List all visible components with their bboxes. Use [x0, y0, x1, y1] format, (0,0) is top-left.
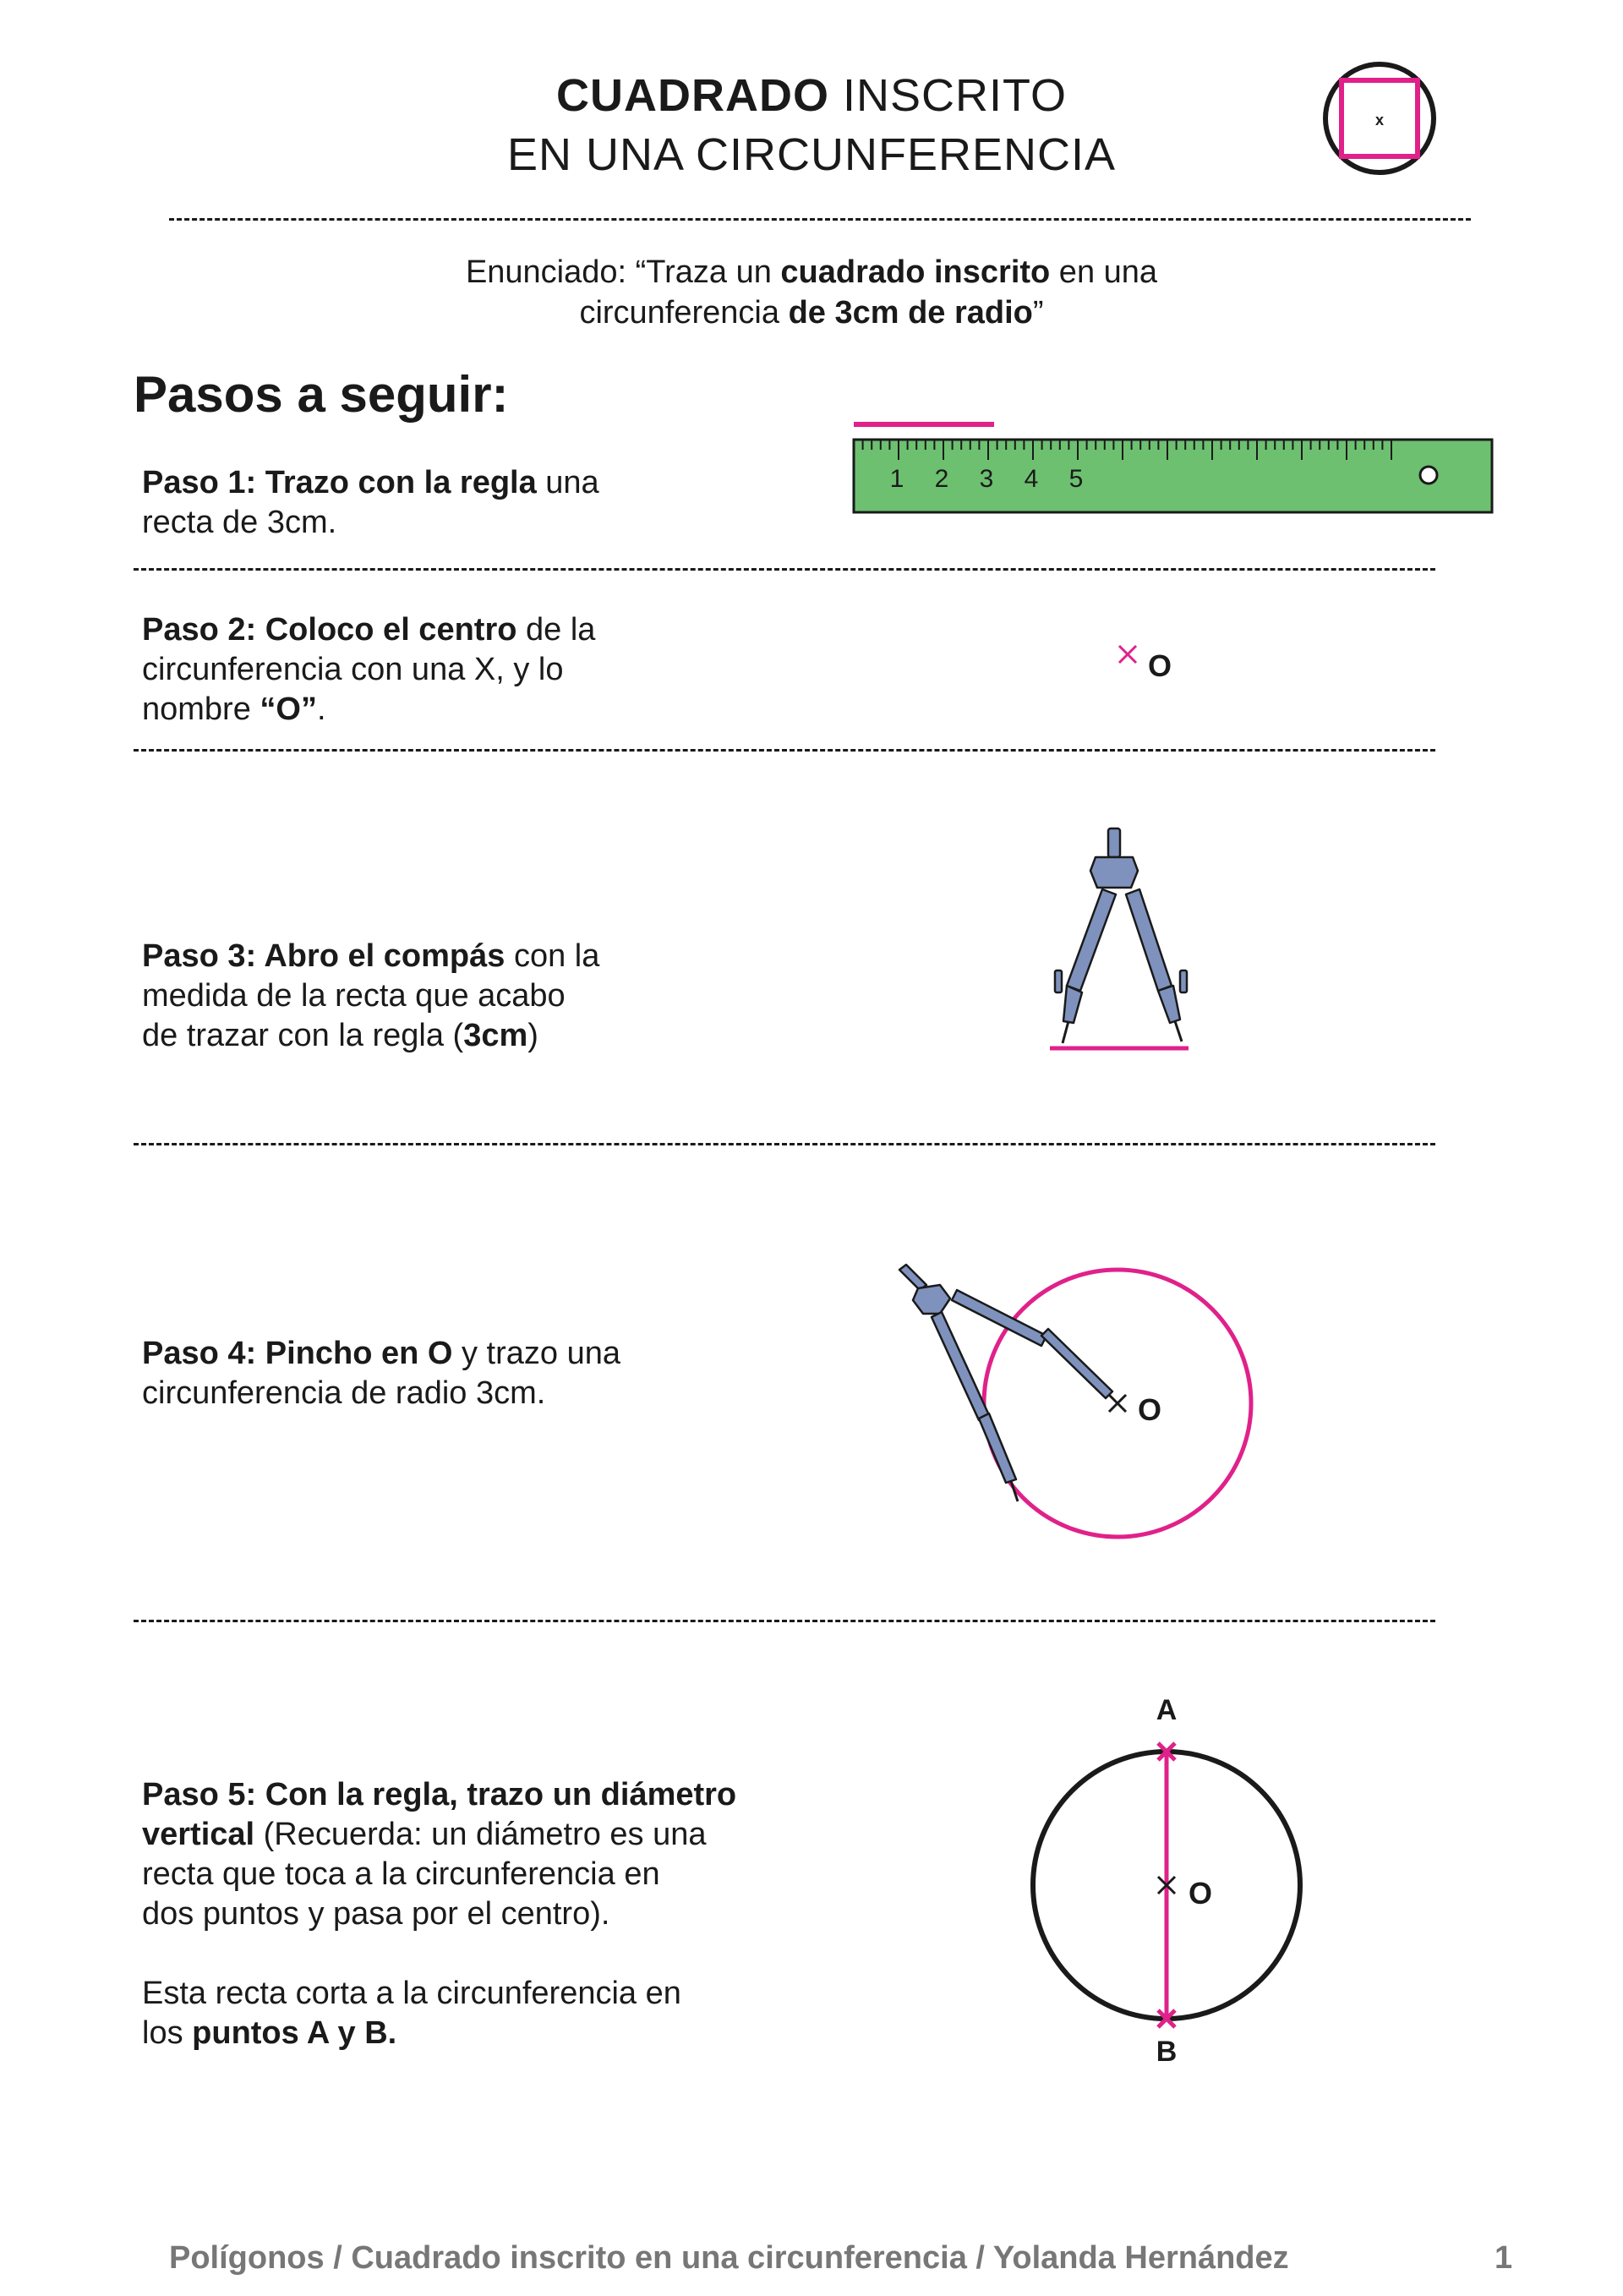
icon-center-mark: x [1374, 112, 1385, 128]
compass-left-lower [1063, 986, 1082, 1023]
center-x-mark-step4 [1109, 1395, 1126, 1412]
step-5-line4: dos puntos y pasa por el centro). [142, 1896, 610, 1932]
ruler-number-2: 2 [934, 465, 949, 493]
compass-left-arm [1067, 889, 1116, 991]
ruler-body [854, 440, 1492, 512]
step-5-bold-2: vertical [142, 1817, 255, 1852]
step-3-line3-post: ) [527, 1018, 538, 1053]
step-4-rest: y trazo una [452, 1336, 620, 1371]
statement-bold-2: de 3cm de radio [788, 295, 1033, 331]
step-2-line3-bold: “O” [260, 692, 317, 727]
step-2-line3-post: . [316, 692, 326, 727]
center-label-step5: O [1189, 1876, 1213, 1911]
compass-right-clip [1180, 970, 1187, 992]
step-2-line2: circunferencia con una X, y lo [142, 652, 564, 687]
step-3-line3-bold: 3cm [463, 1018, 528, 1053]
compass-lead [1175, 1021, 1182, 1041]
step-4-bold: Paso 4: Pincho en O [142, 1336, 453, 1371]
statement-mid: en una [1050, 254, 1158, 290]
page-number: 1 [1495, 2240, 1513, 2276]
compass-lower-to-edge [979, 1413, 1016, 1483]
ruler-number-4: 4 [1024, 465, 1039, 493]
compass-handle [1108, 828, 1120, 857]
title-rest: INSCRITO [828, 70, 1067, 121]
compass-lower-to-center [1041, 1329, 1112, 1398]
ruler-illustration [845, 414, 1505, 524]
statement-prefix: Enunciado: “Traza un [465, 254, 781, 290]
step-2-text [142, 610, 818, 730]
step-5-bold-1: Paso 5: Con la regla, trazo un diámetro [142, 1777, 737, 1812]
point-b-label: B [1156, 2036, 1178, 2068]
step-5-line6-bold: puntos A y B. [192, 2015, 397, 2051]
step-1-rest: una [536, 465, 599, 500]
title-bold: CUADRADO [555, 70, 829, 121]
statement-bold-1: cuadrado inscrito [780, 254, 1051, 290]
point-a-label: A [1156, 1694, 1178, 1726]
step-3-text [142, 937, 818, 1056]
divider-3 [134, 1143, 1435, 1145]
diameter-illustration [1014, 1682, 1336, 2088]
step-2-bold: Paso 2: Coloco el centro [142, 612, 517, 648]
step-3-line3: de trazar con la regla ( [142, 1018, 464, 1053]
compass-left-clip [1055, 970, 1062, 992]
compass-right-lower [1158, 986, 1180, 1023]
step-5-rest: (Recuerda: un diámetro es una [254, 1817, 707, 1852]
step-5-text [142, 1775, 818, 2053]
compass-right-arm [1126, 889, 1172, 991]
ruler-hole [1420, 467, 1437, 484]
step-2-rest: de la [516, 612, 596, 648]
divider-2 [134, 749, 1435, 752]
step-1-bold: Paso 1: Trazo con la regla [142, 465, 537, 500]
center-label: O [1148, 648, 1172, 683]
compass-needle [1063, 1021, 1068, 1043]
step-5-line5: Esta recta corta a la circunferencia en [142, 1976, 681, 2011]
steps-heading: Pasos a seguir: [134, 366, 509, 423]
step-3-rest: con la [505, 938, 600, 974]
open-compass-illustration [1014, 812, 1234, 1099]
title-line2: EN UNA CIRCUNFERENCIA [506, 129, 1117, 180]
divider-4 [134, 1620, 1435, 1622]
divider-1 [134, 568, 1435, 571]
compass-circle-illustration [879, 1251, 1268, 1555]
step-4-text [142, 1334, 818, 1413]
step-5-line3: recta que toca a la circunferencia en [142, 1856, 660, 1892]
step-5-line6: los [142, 2015, 193, 2051]
center-label-step4: O [1138, 1392, 1162, 1427]
footer-text: Polígonos / Cuadrado inscrito en una circunferencia / Yolanda Hernández [169, 2240, 1289, 2276]
statement-line2: circunferencia [579, 295, 789, 331]
title-divider [169, 218, 1471, 221]
ruler-number-5: 5 [1068, 465, 1084, 493]
compass-handle-rotated [899, 1265, 926, 1290]
compass-head [1090, 857, 1138, 888]
compass-arm-to-edge [932, 1312, 989, 1420]
statement [0, 252, 1623, 333]
center-x-mark [1119, 646, 1136, 663]
step-1-line2: recta de 3cm. [142, 505, 337, 540]
step-3-bold: Paso 3: Abro el compás [142, 938, 505, 974]
step-4-line2: circunferencia de radio 3cm. [142, 1375, 546, 1411]
step-3-line2: medida de la recta que acabo [142, 978, 566, 1014]
ruler-number-1: 1 [889, 465, 904, 493]
statement-suffix: ” [1032, 295, 1044, 331]
compass-head-rotated [913, 1285, 950, 1314]
center-point-illustration [1107, 634, 1200, 693]
inscribed-square-icon [1320, 59, 1439, 178]
step-2-line3: nombre [142, 692, 260, 727]
ruler-number-3: 3 [979, 465, 994, 493]
step-1-text [142, 463, 818, 543]
